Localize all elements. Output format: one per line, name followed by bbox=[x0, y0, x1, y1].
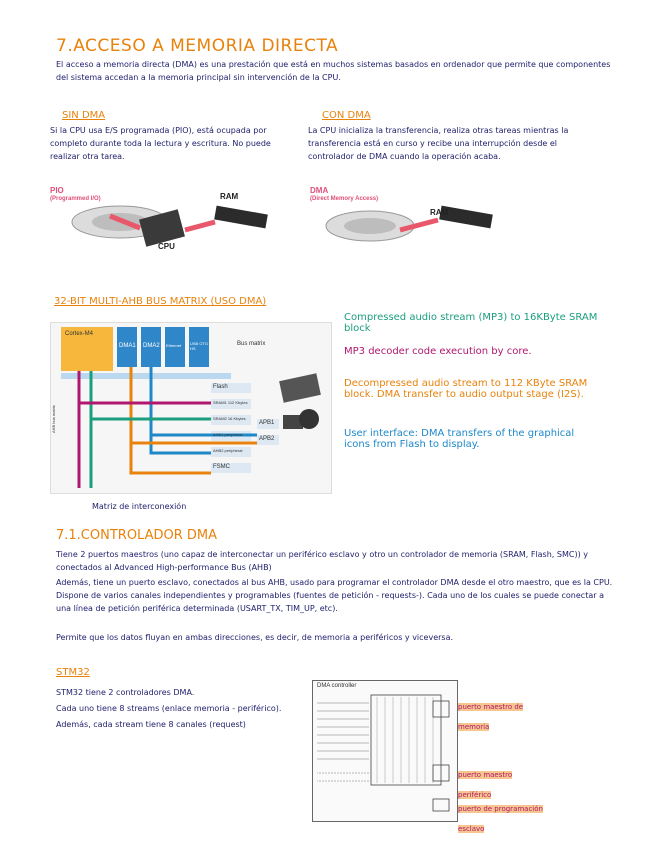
controlador-p1: Tiene 2 puertos maestros (uno capaz de interconectar un periférico esclavo y otro un controlador de memoria (SRAM, Flash, SMC)) y conectados al Advanced High-performance Bus (AHB) bbox=[56, 550, 588, 572]
apb2-label: APB2 bbox=[259, 436, 275, 442]
pio-sublabel: (Programmed I/O) bbox=[50, 196, 101, 202]
ethernet-label: Ethernet bbox=[166, 343, 182, 348]
dma-sublabel: (Direct Memory Access) bbox=[310, 196, 379, 202]
sin-dma-heading: SIN DMA bbox=[62, 110, 106, 121]
dma2-label: DMA2 bbox=[143, 343, 160, 349]
ram-module-icon bbox=[214, 206, 268, 229]
stm32-line-1: STM32 tiene 2 controladores DMA. bbox=[56, 688, 195, 697]
dma-controller-title: DMA controller bbox=[317, 683, 357, 689]
pio-cpu-label: CPU bbox=[158, 242, 175, 251]
ahb1-label: AHB1 peripheral bbox=[213, 432, 243, 437]
sin-dma-text: Si la CPU usa E/S programada (PIO), está ocupada por completo durante toda la lectura y escritura. No puede realizar otra tarea. bbox=[50, 126, 271, 161]
display-icon bbox=[279, 373, 321, 402]
note-3: Decompressed audio stream to 112 KByte SRAM block. DMA transfer to audio output stage (I2S). bbox=[344, 378, 588, 400]
note-4: User interface: DMA transfers of the graphical icons from Flash to display. bbox=[344, 428, 575, 450]
arrow-icon bbox=[185, 222, 215, 230]
fsmc-label: FSMC bbox=[213, 464, 230, 470]
pio-figure bbox=[50, 186, 280, 256]
controlador-p2: Además, tiene un puerto esclavo, conectados al bus AHB, usado para programar el controlador DMA desde el otro maestro, que es la CPU. Dispone de varios canales independientes y programables (fuentes de petición - requests-). Cada uno de los cuales se puede conectar a una línea de petición periférica determinada (USART_TX, TIM_UP, etc). bbox=[56, 578, 613, 613]
intro-highlight: El acceso a memoria directa (DMA) es una prestación que está en muchos sistemas basados en ordenador que permite que componentes del sistema accedan a la memoria principal sin intervención de la CPU. bbox=[56, 60, 611, 82]
speaker-icon bbox=[299, 409, 319, 429]
core-label: Cortex-M4 bbox=[65, 331, 94, 337]
con-dma-text: La CPU inicializa la transferencia, realiza otras tareas mientras la transferencia está en curso y recibe una interrupción desde el controlador de DMA cuando la operación acaba. bbox=[308, 126, 569, 161]
bus-label: Bus matrix bbox=[237, 341, 266, 347]
note-1: Compressed audio stream (MP3) to 16KByte SRAM block bbox=[344, 312, 598, 334]
bus-matrix-caption: Matriz de interconexión bbox=[92, 502, 187, 511]
page-title: 7.ACCESO A MEMORIA DIRECTA bbox=[56, 36, 339, 56]
bus-matrix-diagram bbox=[50, 322, 332, 494]
pio-ram-label: RAM bbox=[220, 192, 239, 201]
intro-text bbox=[56, 58, 616, 84]
note-2: MP3 decoder code execution by core. bbox=[344, 346, 532, 357]
annotation-master-peripheral-text: puerto maestro periférico bbox=[458, 771, 513, 799]
usb-label: USB OTG HS bbox=[190, 341, 209, 351]
ahb2-label: AHB2 peripheral bbox=[213, 448, 243, 453]
stm32-line-3: Además, cada stream tiene 8 canales (request) bbox=[56, 720, 246, 729]
dma-controller-diagram bbox=[312, 680, 458, 822]
stm32-line-2: Cada uno tiene 8 streams (enlace memoria - periférico). bbox=[56, 704, 282, 713]
dma-illustration bbox=[310, 186, 540, 256]
con-dma-heading: CON DMA bbox=[322, 110, 371, 121]
dma-label: DMA bbox=[310, 186, 329, 195]
annotation-slave bbox=[458, 796, 548, 836]
sram1-label: SRAM1 112 Kbytes bbox=[213, 400, 248, 405]
apb1-label: APB1 bbox=[259, 420, 275, 426]
annotation-master-memory bbox=[458, 694, 538, 734]
controlador-heading: 7.1.CONTROLADOR DMA bbox=[56, 528, 218, 543]
side-text: AHB bus matrix bbox=[51, 405, 56, 433]
dma-ram-label: RAM bbox=[430, 208, 449, 217]
flash-label: Flash bbox=[213, 384, 228, 390]
dma1-label: DMA1 bbox=[119, 343, 136, 349]
bus-matrix-heading: 32-BIT MULTI-AHB BUS MATRIX (USO DMA) bbox=[54, 296, 267, 307]
pio-label: PIO bbox=[50, 186, 64, 195]
dma-figure bbox=[310, 186, 540, 256]
dma-controller-svg bbox=[313, 681, 457, 821]
annotation-slave-text: puerto de programación esclavo bbox=[458, 805, 543, 833]
annotation-master-memory-text: puerto maestro de memoria bbox=[458, 703, 524, 731]
sram2-label: SRAM2 16 Kbytes bbox=[213, 416, 246, 421]
controlador-p3: Permite que los datos fluyan en ambas direcciones, es decir, de memoria a periféricos y viceversa. bbox=[56, 633, 454, 642]
stm32-heading: STM32 bbox=[56, 667, 90, 678]
